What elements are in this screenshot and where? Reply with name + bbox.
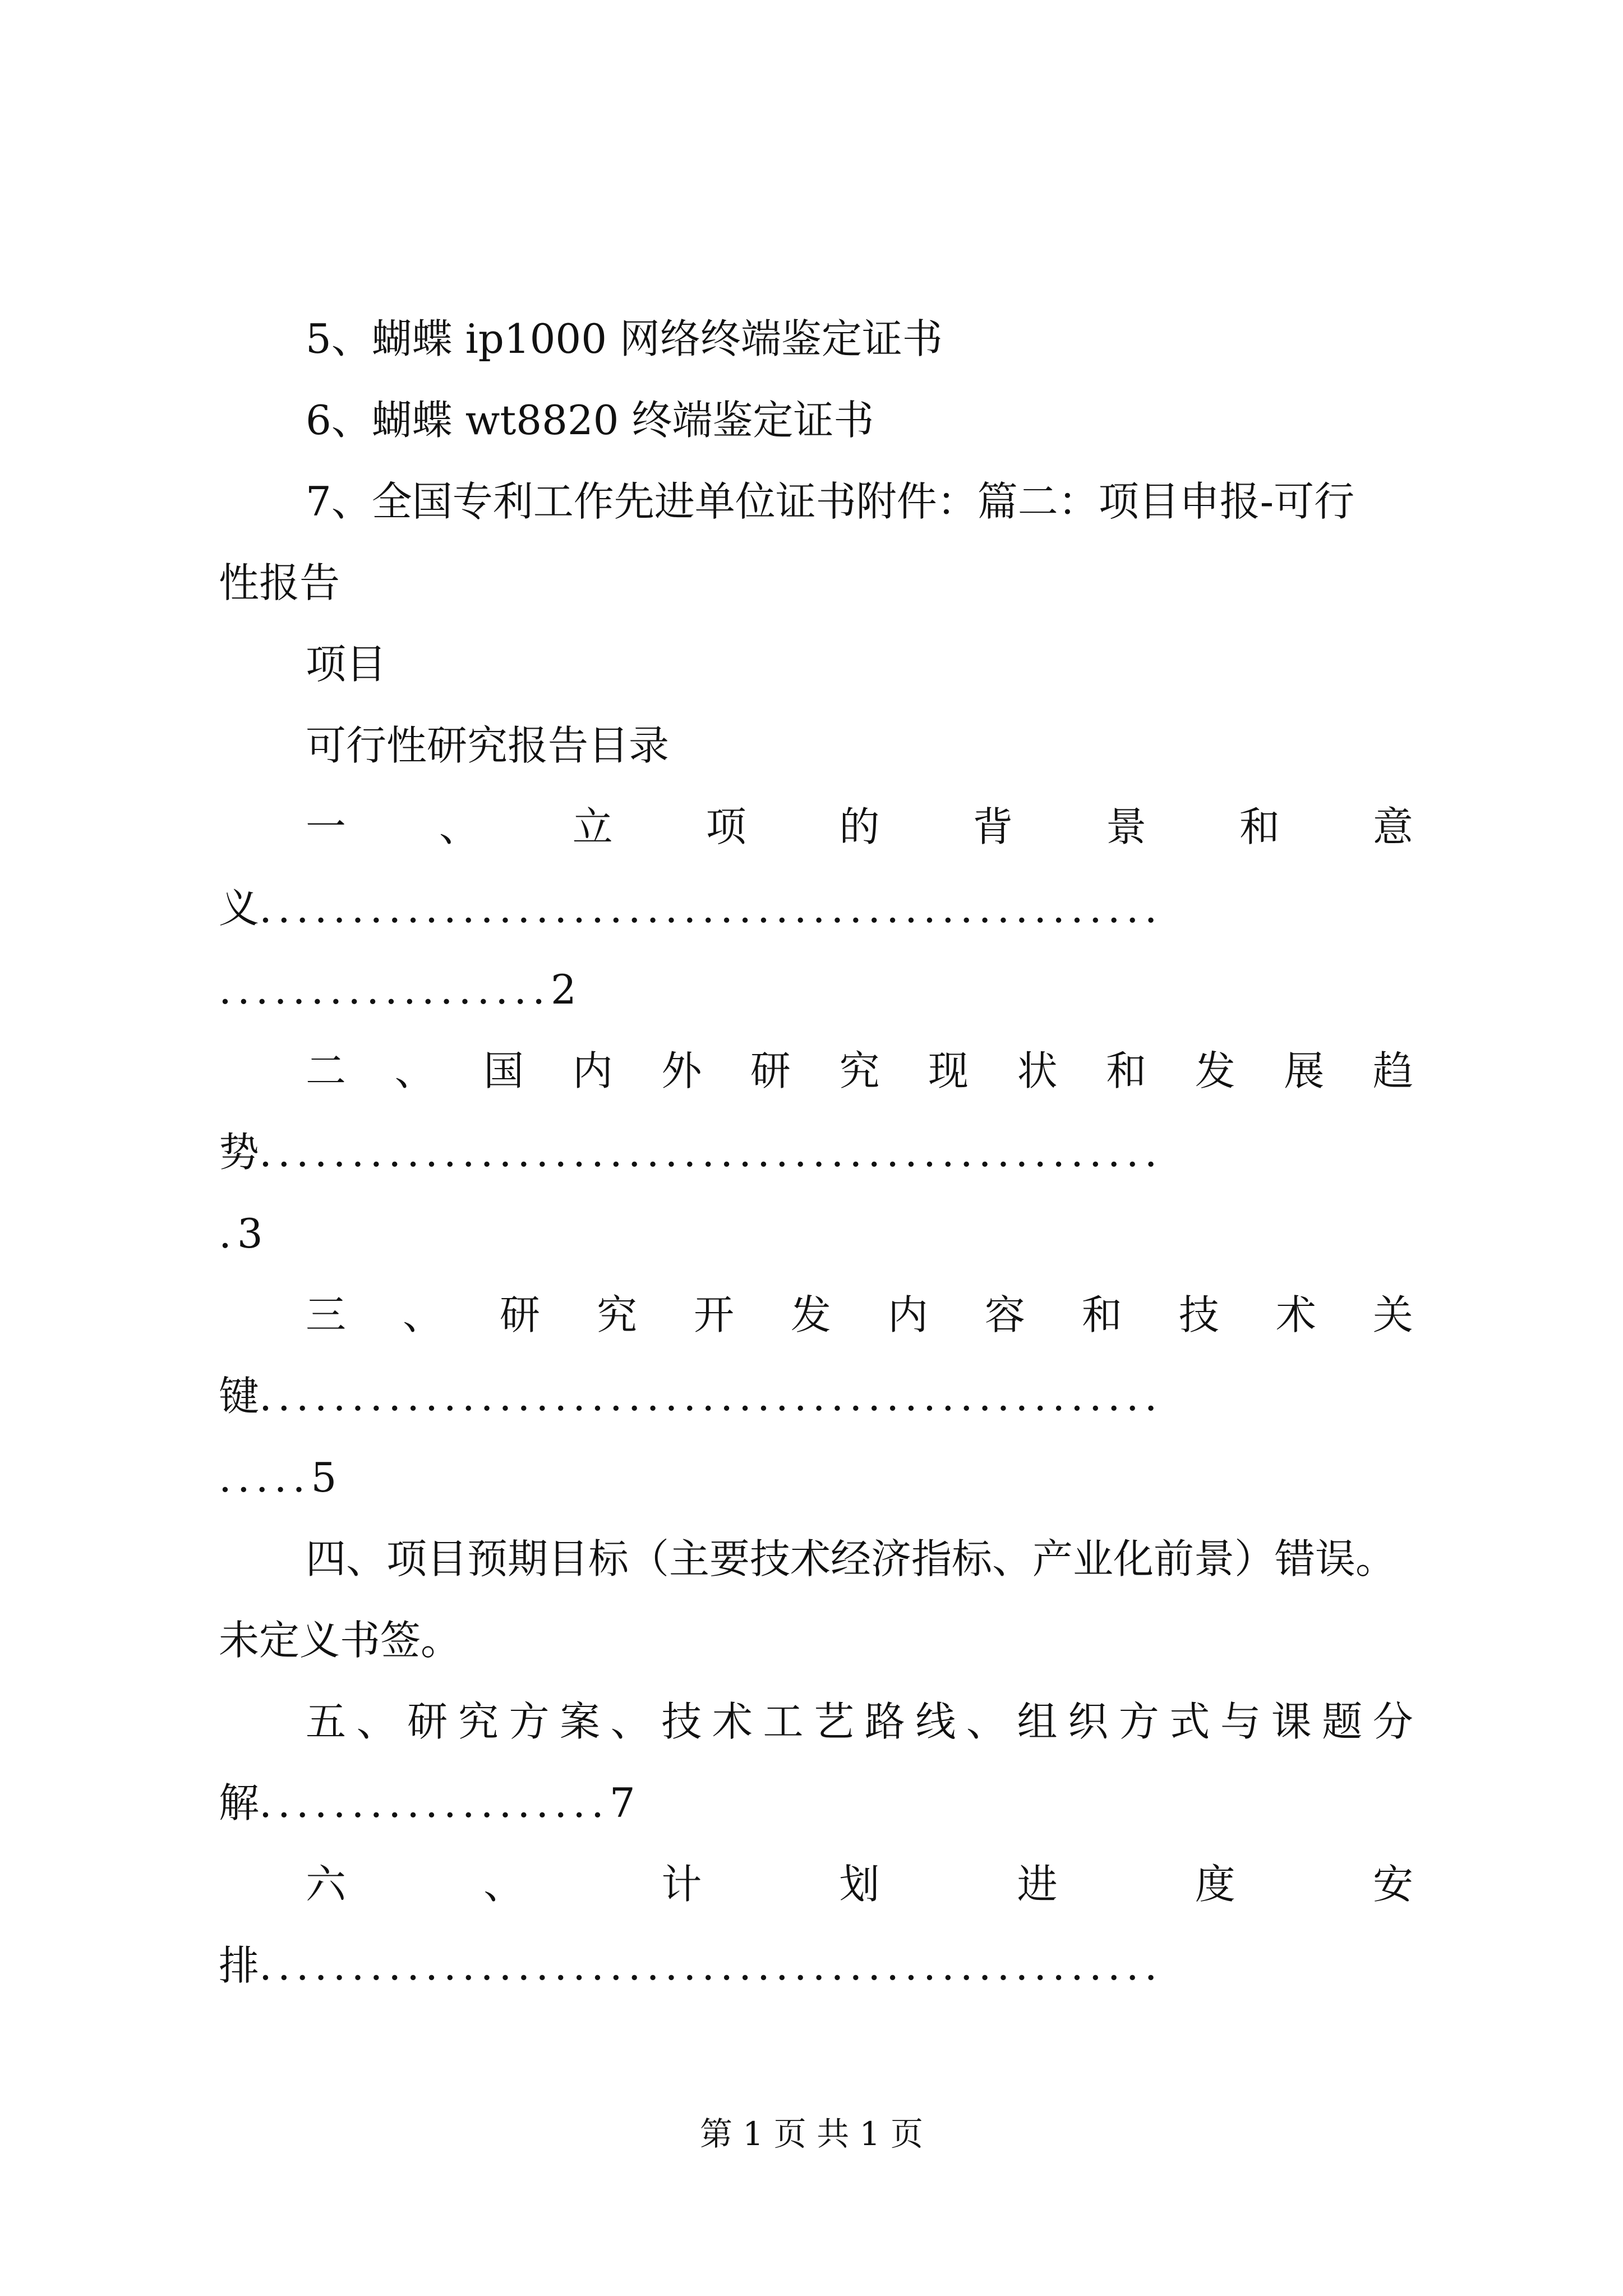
toc-entry-6-leader: 排................................................. — [219, 1945, 1163, 1986]
toc-entry-4-line1: 四、项目预期目标（主要技术经济指标、产业化前景）错误。 — [306, 1535, 1396, 1582]
toc-entry-5-leader: 解...................7 — [219, 1783, 635, 1823]
toc-entry-1-leader: 义................................................. — [219, 888, 1163, 928]
toc-title: 可行性研究报告目录 — [306, 722, 670, 769]
page-footer: 第 1 页 共 1 页 — [700, 2115, 923, 2153]
toc-entry-2-heading: 二 、 国 内 外 研 究 现 状 和 发 展 趋 — [306, 1047, 1413, 1094]
list-item-7: 7、全国专利工作先进单位证书附件：篇二：项目申报-可行 — [306, 478, 1355, 525]
list-item-7-continuation: 性报告 — [219, 559, 340, 606]
toc-entry-2-leader: 势................................................. — [219, 1132, 1163, 1172]
project-heading: 项目 — [306, 641, 387, 688]
list-item-5: 5、蝴蝶 ip1000 网络终端鉴定证书 — [306, 315, 943, 362]
toc-entry-2-page: .3 — [219, 1213, 263, 1254]
toc-entry-3-heading: 三 、 研 究 开 发 内 容 和 技 术 关 — [306, 1291, 1413, 1338]
toc-entry-1-page: ..................2 — [219, 969, 577, 1010]
toc-entry-4-line2: 未定义书签。 — [219, 1617, 462, 1664]
toc-entry-3-page: .....5 — [219, 1457, 337, 1498]
toc-entry-3-leader: 键................................................. — [219, 1376, 1163, 1416]
toc-entry-5-heading: 五 、 研 究 方 案 、 技 术 工 艺 路 线 、 组 织 方 式 与 课 题 分 — [306, 1698, 1413, 1745]
toc-entry-1-heading: 一 、 立 项 的 背 景 和 意 — [306, 803, 1413, 850]
list-item-6: 6、蝴蝶 wt8820 终端鉴定证书 — [306, 397, 874, 444]
toc-entry-6-heading: 六 、 计 划 进 度 安 — [306, 1861, 1413, 1908]
